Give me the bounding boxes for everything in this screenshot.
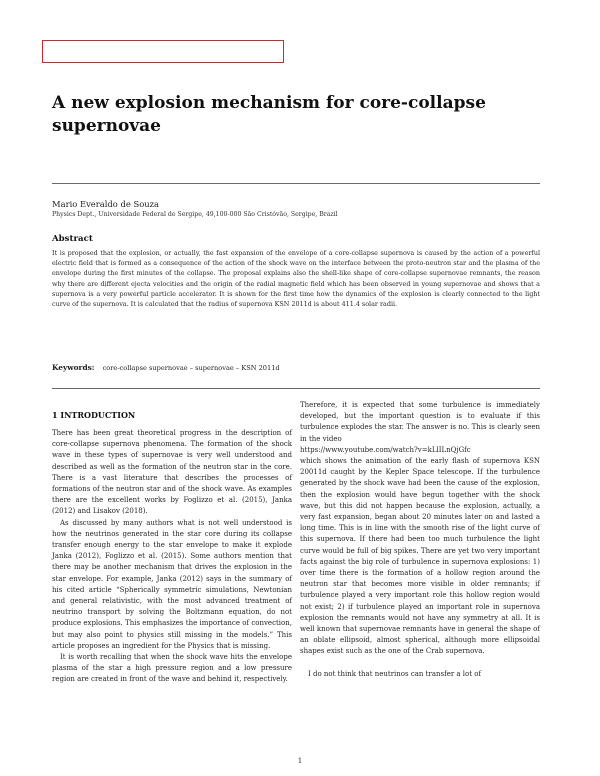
paper-title: A new explosion mechanism for core-collapse supernovae: [52, 93, 486, 136]
abstract-heading: Abstract: [52, 234, 93, 244]
paragraph: As discussed by many authors what is not well understood is how the neutrinos generated in the star core during its collapse transfer enough energy to the star envelope to make it explode Janka (2012), Foglizzo et al. (2015). Some authors mention that there may be another mechanism that drives the explosion in the star envelope. For example, Janka (2012) says in the summary of his cited article “Spherically symmetric simulations, Newtonian and general relativistic, with the most advanced treatment of neutrino transport by solving the Boltzmann equation, do not produce explosions. This emphasizes the importance of convection, but may also point to physics still missing in the models.” This article proposes an ingredient for the Physics that is missing.: [52, 518, 292, 650]
paragraph: It is worth recalling that when the shock wave hits the envelope plasma of the star a high pressure region and a low pressure region are created in front of the wave and behind it, respectively.: [52, 653, 292, 684]
divider-top: [52, 183, 540, 184]
right-column: [300, 400, 540, 680]
keywords-text: core-collapse supernovae – supernovae – KSN 2011d: [102, 364, 280, 372]
section-heading: 1 INTRODUCTION: [52, 410, 136, 420]
paragraph: There has been great theoretical progress in the description of core-collapse supernova phenomena. The formation of the shock wave in these types of supernovae is very well understood and described as well as the formation of the neutron star in the core. There is a vast literature that describes the processes of formations of the neutron star and of the shock wave. As examples there are the excellent works by Foglizzo et al. (2015), Janka (2012) and Lisakov (2018).: [52, 429, 292, 516]
left-column: [52, 428, 292, 686]
author-affiliation: Physics Dept., Universidade Federal de Sergipe, 49,100-000 São Cristóvão, Sergipe, Brazil: [52, 211, 338, 218]
keywords-line: [52, 363, 280, 372]
stamp-box: [42, 40, 284, 63]
author-name: Mario Everaldo de Souza: [52, 199, 160, 209]
page-number: 1: [297, 756, 303, 765]
keywords-label: Keywords:: [52, 363, 95, 372]
paragraph: I do not think that neutrinos can transfer a lot of: [308, 669, 482, 678]
paragraph-text: which shows the animation of the early flash of supernova KSN 20011d caught by the Kepler Space telescope. If the turbulence generated by the shock wave had been the cause of the explosion, then the explosion would have begun together with the shock wave, but this did not happen because the explosion, actually, a very fast expansion, began about 20 minutes later on and lasted a long time. This is in line with the smooth rise of the light curve of this supernova. If there had been too much turbulence the light curve would be full of big spikes. There are yet two very important facts against the big role of turbulence in supernova explosions: 1) over time there is the formation of a hollow region around the neutron star that becomes more visible in older remnants; if turbulence played a very important role this hollow region would not exist; 2) if turbulence played an important role in supernova explosion the remnants would not have any symmetry at all. It is well known that supernovae remnants have in general the shape of an oblate ellipsoid, almost spherical, although more ellipsoidal shapes exist such as the one of the Crab supernova.: [300, 457, 540, 656]
video-link[interactable]: https://www.youtube.com/watch?v=kLlILnQjGfc: [300, 445, 471, 454]
divider-bottom: [52, 388, 540, 389]
abstract-text: It is proposed that the explosion, or actually, the fast expansion of the envelope of a core-collapse supernova is caused by the action of a powerful electric field that is formed as a consequence of the action of the shock wave on the interface between the proto-neutron star and the plasma of the envelope during the first minutes of the collapse. The proposal explains also the shell-like shape of core-collapse supernovae remnants, the reason why there are different ejecta velocities and the origin of the radial magnetic field which has been observed in young supernovae and shows that a supernova is a very powerful particle accelerator. It is shown for the first time how the dynamics of the explosion is clearly connected to the light curve of the supernova. It is calculated that the radius of supernova KSN 2011d is about 411.4 solar radii.: [52, 249, 540, 309]
paragraph-text: Therefore, it is expected that some turbulence is immediately developed, but the important question is to evaluate if this turbulence explodes the star. The answer is no. This is clearly seen in the video: [300, 401, 540, 443]
paragraph: [300, 400, 540, 658]
